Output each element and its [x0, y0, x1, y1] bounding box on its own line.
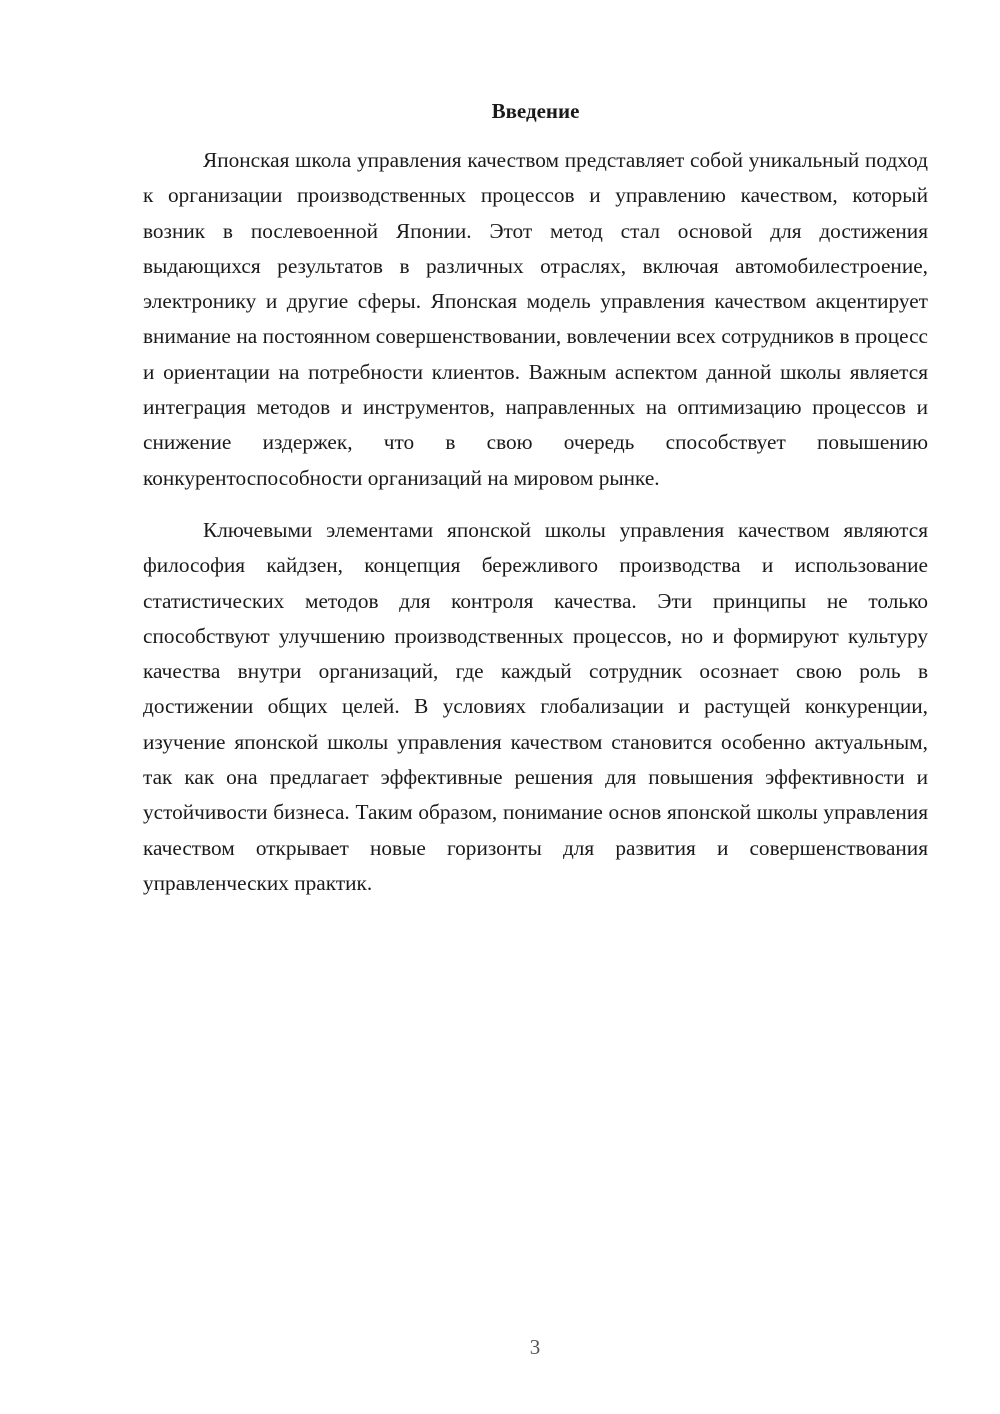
- page-content: [143, 96, 928, 901]
- section-title: Введение: [491, 99, 580, 123]
- paragraph-key-elements: Ключевыми элементами японской школы управления качеством являются философия кайдзен, концепция бережливого производства и использование статистических методов для контроля качества. Эти принципы не только способствуют улучшению производственных процессов, но и формируют культуру качества внутри организаций, где каждый сотрудник осознает свою роль в достижении общих целей. В условиях глобализации и растущей конкуренции, изучение японской школы управления качеством становится особенно актуальным, так как она предлагает эффективные решения для повышения эффективности и устойчивости бизнеса. Таким образом, понимание основ японской школы управления качеством открывает новые горизонты для развития и совершенствования управленческих практик.: [143, 517, 928, 895]
- page-number: 3: [529, 1335, 541, 1359]
- paragraph-intro: Японская школа управления качеством представляет собой уникальный подход к организации производственных процессов и управлению качеством, который возник в послевоенной Японии. Этот метод стал основой для достижения выдающихся результатов в различных отраслях, включая автомобилестроение, электронику и другие сферы. Японская модель управления качеством акцентирует внимание на постоянном совершенствовании, вовлечении всех сотрудников в процесс и ориентации на потребности клиентов. Важным аспектом данной школы является интеграция методов и инструментов, направленных на оптимизацию процессов и снижение издержек, что в свою очередь способствует повышению конкурентоспособности организаций на мировом рынке.: [143, 148, 928, 490]
